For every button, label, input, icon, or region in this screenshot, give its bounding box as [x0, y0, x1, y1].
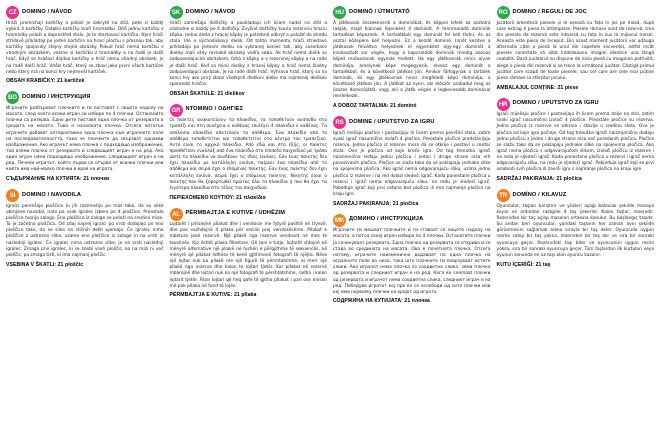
language-badge: GR — [170, 104, 183, 117]
column-3 — [333, 6, 491, 425]
box-contents: KUTU İÇERİĞİ: 21 taş — [496, 261, 551, 268]
block-title: ΝΤΟΜΙΝΟ / ΟΔΗΓΙΕΣ — [185, 106, 244, 113]
block-header — [6, 189, 164, 202]
block-text: Οι παίκτες ανακατεύουν τα πλακίδια, τα τοποθετούν ανάποδα στο τραπέζι και στη συνέχεια ο καθένας επιλέγει 4 πλακίδια ο καθένας. Τα υπόλοιπα πλακίδια αποτελούν τα απόθεμα. Ένα πλακίδιο από το απόθεμα τοποθετείται και τοποθετείται στο κέντρο του τραπεζιού. Αυτό είναι το αρχικό πλακίδιο. Από εδώ και στο εξής, οι παίκτες προσθέτουν εναλλάξ από ένα πλακίδιο στο επίπεδο παιχνιδιού με τρόπο ώστε τα πλακίδια να συνδέουν τις ίδιες εικόνες. Εάν ένας παίκτης δεν έχει πλακίδιο με κατάλληλη εικόνα, παίρνει ένα πλακίδιο από το απόθεμα και σειρά έχει ο επόμενος παίκτης. Εάν ένας παίκτης δεν έχει κατάλληλη εικόνα, σειρά έχει ο επόμενος παίκτης. Νικητής είναι ο παίκτης που θα ξεφορτωθεί πρώτος όλα τα πλακίδια ή που θα έχει τα λιγότερα πλακίδια στο τέλος του παιχνιδιού. — [169, 118, 327, 191]
block-title: DOMINO / ИНСТРУКЦИЯ — [22, 93, 91, 100]
rules-block — [497, 189, 655, 267]
block-text: Играчите разбъркват плочките и ги поставят с лицето надолу на масата, след което всеки играч си избира по 4 плочки. Останалите плочки са резерва. Едно дете поставя една плочка от резервата в средата на масата. Това е началната плочка. Отсега нататък играчите добавят алтернативно една плочка към игралното поле на последователността, така че плочките да свързват еднакви изображения. Ако играчът няма плочка с подходящо изображение, той взема плочка от резервата и следващият играч е на ред. Ако един играч няма подходящо изображение, следващият играч е на ред. Печели играчът, който първи се отърве от всички плочки или който има най-малко плочки в края на играта. — [6, 105, 164, 173]
block-title: DOMINÓ / ÚTMUTATÓ — [349, 8, 410, 15]
block-text: Igrači mešaju pločice i postavljaju ih licem prema površini stola, zatim svaki igrač nasumično izvlači 4 pločice. Preostale pločice predstavljaju rezervu. Jedna pločica iz rezerve mora da se otkrije i postavi u centar stola. Ovo je pločica od koje kreće igra. Od tog trenutka igrači naizmenično ređaju jednu pločicu i jedan i druge strane niza vrh povezivanih pločica. Pločice se slažu tako da se poklapaju jednake slike na spojevima pločica. Ako igrač nema odgovarajuću sliku, uzima jednu pločicu iz rezerve i na red dolazi sledeći igrač. Kada ponestane pločica u rezervi i igrač nema odgovarajuću sliku, na redu je sledeći igrač. Pobeđuje igrač koji prvi ostane bez pločica ili ima najmanje pločica na kraju igre. — [333, 130, 491, 198]
block-header — [497, 189, 655, 202]
box-contents: SADRŽAJ PAKIRANJA: 21 pločica — [496, 176, 582, 183]
box-contents: PËRMBAJTJA E KUTIVE: 21 pllaka — [169, 292, 257, 299]
block-header — [170, 6, 328, 19]
block-title: DOMINO / REGULI DE JOC — [512, 8, 587, 15]
block-text: Igrači miješaju pločice i postavljaju ih licem prema dolje na stol, zatim svaki igrač nasumično izvlači 4 pločice. Preostale pločice su rezerva. Jedna pločica iz rezerve se otkriva i stavlja u sredinu stola. Ovo je pločica od koje igra počinje. Od tog trenutka igrači naizmjenično dodaju jednu pločicu s jedne i druge strane niza već poredanih pločica. Pločice se slažu tako da se poklapaju jednake slike na spojevima pločica. Ako igrač nema pločicu s odgovarajućom slikom, izvlači pločicu iz rezerve i na redu je sljedeći igrač. Kada ponestane pločica u rezervi i igrač nema odgovarajuću sliku, na redu je sljedeći igrač. Pobjeđuje igrač koji se prvi oslobodi svih pločica ili završi igru s najmanje pločica na kraju igre. — [496, 112, 654, 173]
block-text: Igralci pomešajo ploščice in jih razmestijo po mizi tako, da so slike obrnjene navzdol, nato pa vsak igralec izbere po 4 ploščice. Preostale ploščice tvorijo zalogo. Eno ploščico iz zaloge se položi na sredino mize. To je začetna ploščica. Od zdaj naprej igralci po vrsti dodajajo po eno ploščico tako, da se slike na stičnih delih ujemajo. Če igralec nima ploščice z ustrezno sliko, vzame eno ploščico iz zaloge in na vrsti je naslednji igralec. Če igralec nima ustrezne slike, je na vrsti naslednji igralec. Zmaga prvi igralec, ki se znebi vseh ploščic, ko na mizi ni več ploščic, pa zmaga tisti, ki ima najmanj ploščic. — [6, 203, 164, 258]
block-header — [6, 91, 164, 104]
rules-block — [333, 116, 491, 207]
language-badge: RS — [333, 116, 346, 129]
language-badge: MK — [333, 214, 346, 227]
block-text: Hráči promíchají kartičky a pokolí je zakryté na stůl, pote si každý vybírá 4 kartičky. Ostatní kartičky tvoří hromádku. Dítě jednu kartičku z hromádky položí a doprostřed stolu. Je to startovací kartička. Nyní hráči střídavě přikládají po jedné kartičce na hrací plochu s přesnou tak, aby kartičky spojovaly stejný stejné obrázky. Pokud hráč nemá kartičku s vhodným obrázkem, vezme si kartičku z hromádky a na řadě je další hráč. Když se hráčovi dojdou kartičky a hráč nemu vhodný obrázek, je na řadě další hráč. Vítězí hráč, který se zbaví jako první všech kartiček nebo který má na konci hry nejmenší kartiček. — [6, 20, 164, 75]
block-title: DOMİNO / KILAVUZ — [512, 191, 567, 198]
rules-block — [170, 6, 328, 97]
box-contents: VSEBINA V ŠKATLI: 21 ploščic — [6, 261, 84, 268]
language-badge: CZ — [6, 6, 19, 19]
block-header — [333, 116, 491, 129]
block-title: ДОМИНО / ИНСТРУКЦИЈА — [349, 216, 424, 223]
block-header — [170, 208, 328, 221]
language-badge: SI — [6, 189, 19, 202]
language-badge: BG — [6, 91, 19, 104]
block-header — [6, 6, 164, 19]
box-contents: СОДРЖИНА НА КУТИЈАТА: 21 плочка — [333, 298, 430, 305]
block-title: DOMINE / UPUTSTVO ZA IGRU — [349, 118, 435, 125]
block-title: DOMINO / NAVODILA — [22, 191, 82, 198]
rules-block — [333, 6, 491, 109]
language-badge: AL — [170, 208, 183, 221]
block-title: PËRMBAJTJA E KUTIVE / UDHËZIM — [185, 210, 286, 217]
language-badge: HU — [333, 6, 346, 19]
rules-block — [497, 6, 655, 91]
column-2 — [170, 6, 328, 425]
box-contents: OBSAH KRABIČKY: 21 kartiček — [6, 78, 85, 85]
language-badge: RO — [497, 6, 510, 19]
block-text: Oyuncular, taşları karıştırır ve yüzleri aşağı bakacak şekilde masaya koyar ve ardından rastgele 4 taş çekerler. Kalan taşlar, rezervdir. Rezervden bir taş açılıp masanın ortasına konulur. Bu başlangıç taşıdır. Şu andan beri oyuncular, yandaki taşların her zaman aynı şekilde görünmesini sağlamak adına sırayla bir taş ekler. Oyuncuda uygun resme sahip bir taş yoksa, rezervden bir taş alır ve sıra bir sonraki oyuncuya geçer. Rezervdeki taşı biter ve oyuncunun uygun resmi yoksa, sıra bir sonraki oyuncuya geçer. Tüm taşlardan ilk kurtulan veya oyunun sonunda en az taşı olan oyuncu kazanır. — [496, 203, 654, 258]
column-4 — [497, 6, 655, 425]
block-title: DOMINO / UPUTSTVO ZA IGRU — [512, 100, 599, 107]
block-text: Jucătorii amestecă piesele și le așează cu fața în jos pe masă, după care extrag 4 piese la întâmplare. Piesele rămase sunt de rezervă. Una din piesele de rezervă este întoarsă cu fața în sus la mijlocul mesei. Aceasta este piesa de început. Din acest moment jucătorii vor adăuga alternativ câte o piesă la unul din capetele secvenței, astfel încât piesele conectate să aibă întotdeauna imagini identice una lângă cealaltă. Dacă jucătorul nu dispune de nicio piesă cu imaginea potrivită, alege o piesă din rezervă și se trece la următorul jucător. Câștigă primul jucător care scapă de toate piesele, sau cel care are cele mai puține piese rămase la sfârșitul jocului. — [496, 20, 654, 81]
language-badge: SK — [170, 6, 183, 19]
rules-block — [6, 91, 164, 182]
box-contents: AMBALAJUL CONȚINE: 21 piese — [496, 84, 579, 91]
rules-block — [6, 6, 164, 84]
rules-block — [333, 214, 491, 305]
box-contents: ΠΕΡΙΕΧΟΜΕΝΟ ΚΟΥΤΙΟΥ: 21 πλακίδια — [169, 194, 266, 201]
box-contents: A DOBOZ TARTALMA: 21 dominó — [333, 103, 417, 110]
block-header — [497, 98, 655, 111]
rules-block — [170, 208, 328, 299]
column-1 — [6, 6, 164, 425]
language-badge: HR — [497, 98, 510, 111]
block-header — [333, 214, 491, 227]
block-header — [333, 6, 491, 19]
language-badge: TR — [497, 189, 510, 202]
block-text: Играчите ги мешаат плочките и ги ставаат со лицето надолу на масата, а потоа секој играч избира по 4 плочки. Останатите плочки ја сочинуваат резервата. Една плочка од резервата се открива и се става во средината на масата. Ова е почетната плочка. Отсега натаму, играчите наизменично додаваат по една плочка на игралното поле во низа, така што плочките ги поврзуваат истите слики. Ако играчот нема плочка со соодветна слика, зема плочка од резервата и следниот играч е на ред. Кога ќе snemaat плочки од резервата и играчот нема соодветна слика, следниот играч е на ред. Победува играчот кој прв ќе се ослободи од сите плочки или кој има најмалку плочки на крајот од играта. — [333, 228, 491, 295]
box-contents: OBSAH ŠKATULE: 21 dielikov — [169, 90, 245, 97]
box-contents: SADRŽAJ PAKIRANJA: 21 pločica — [333, 200, 419, 207]
block-text: Hráči zamiešajú doštičky a poukladajú ich lícom nadol na stôl a následne si každý po 4 doštičky. Zvyšné doštičky tvoria rezervnú hraciu kôpku. Jedno dieťa z hracej kôpky je potrebné odkryť a položiť do stredu stola. Ide o východiskový dielik. Od tohto momentu hráči striedavo prikladajú po jednom dielku na vybranej koniec tak, aby susediace dieliky mali vždy rovnaké obrázky vedľa seba. Ak hráč nemá dielik so zodpovedajúcim obrázkom, ťahá z kôpky a v rezervnej kôpky a na rade je ďalší hráč. Keď sa minú dieliky z hracej kôpky a hráč nemá žiadny zodpovedajúci obrázok, je na rade ďalší hráč. Výhrava hráč, ktorý sa na konci hry ako prvý zbaví všetkých dielikov alebo má najmenej dielikov spomedzi hráčov. — [169, 20, 327, 88]
block-title: DOMINO / NÁVOD — [22, 8, 72, 15]
block-text: A játékosok összekeverik a dominókat, és képpel lefelé az asztalra rakják, majd hiánnak fejenként 4 dominót. A fennmaradó dominók tartalékot képeznek. A tartalékból egy dominót fel kell fedni, és az asztal közepére kell helyezni. Ez a kezdő dominó. Innét kezdve a játékosok felváltva helyeznek el egyenként egy-egy dominót a kivalasztott sor végén, hogy a kapcsolódó dominók mindig azonos képet mutassanak egymás mellett. Ha egy játékosnak nincs olyan dominója, amelynek képe megegyezik, elvesz egy dominót a tartalékból, és a következő játékos jön. Amikor fölfogynak a tartalék dominók, és egy játékosnak nincs megfelelő képű dominója, a következő játékos jön. A játékot az nyeri, aki először szabadul meg az összes dominójától, vagy aki a játék végén a legkevesebb dominóval rendelkezik. — [333, 20, 491, 100]
rules-block — [497, 98, 655, 183]
rules-block — [6, 189, 164, 267]
block-title: DOMINO / NÁVOD — [185, 8, 236, 15]
block-header — [497, 6, 655, 19]
block-header — [170, 104, 328, 117]
box-contents: СЪДЪРЖАНИЕ НА КУТИЯТА: 21 плочки — [6, 176, 110, 183]
rules-block — [170, 104, 328, 201]
block-text: Lojtarët i përziejnë pllakat dhe i vendosin me fytyrë poshtë në tryezë, dhe pas vazhdojnë 4 pllaka për secilin prej vendosëshme. Pllakat e mbetura janë rezervë. Një pllakë nga rezerva vendoset në mes të tavolinës. Kjo është pllaka fillestare. Që tani e tutje, lojtarët shtojnë në mënyrë alternative një pllakë në fushën e përgjithme të sekuencës, në mënyrë që pllakat lidhëse të kenë gjithmonë fotografi të njëjta. Nëse një lojtar nuk ka pllakë me një figurë të përshtatshme, ai merr një pllakë nga rezerva dhe kalon te lojtari tjetër. Kur pllakat në rezervë mbarojnë dhe lojtari nuk ka një fotografi të përshtatshme, radha i kalon lojtarit tjetër. Fiton lojtari që heq qafe të gjitha pllakat i pari ose milson më pak pllaka në fund të lojës. — [169, 222, 327, 289]
